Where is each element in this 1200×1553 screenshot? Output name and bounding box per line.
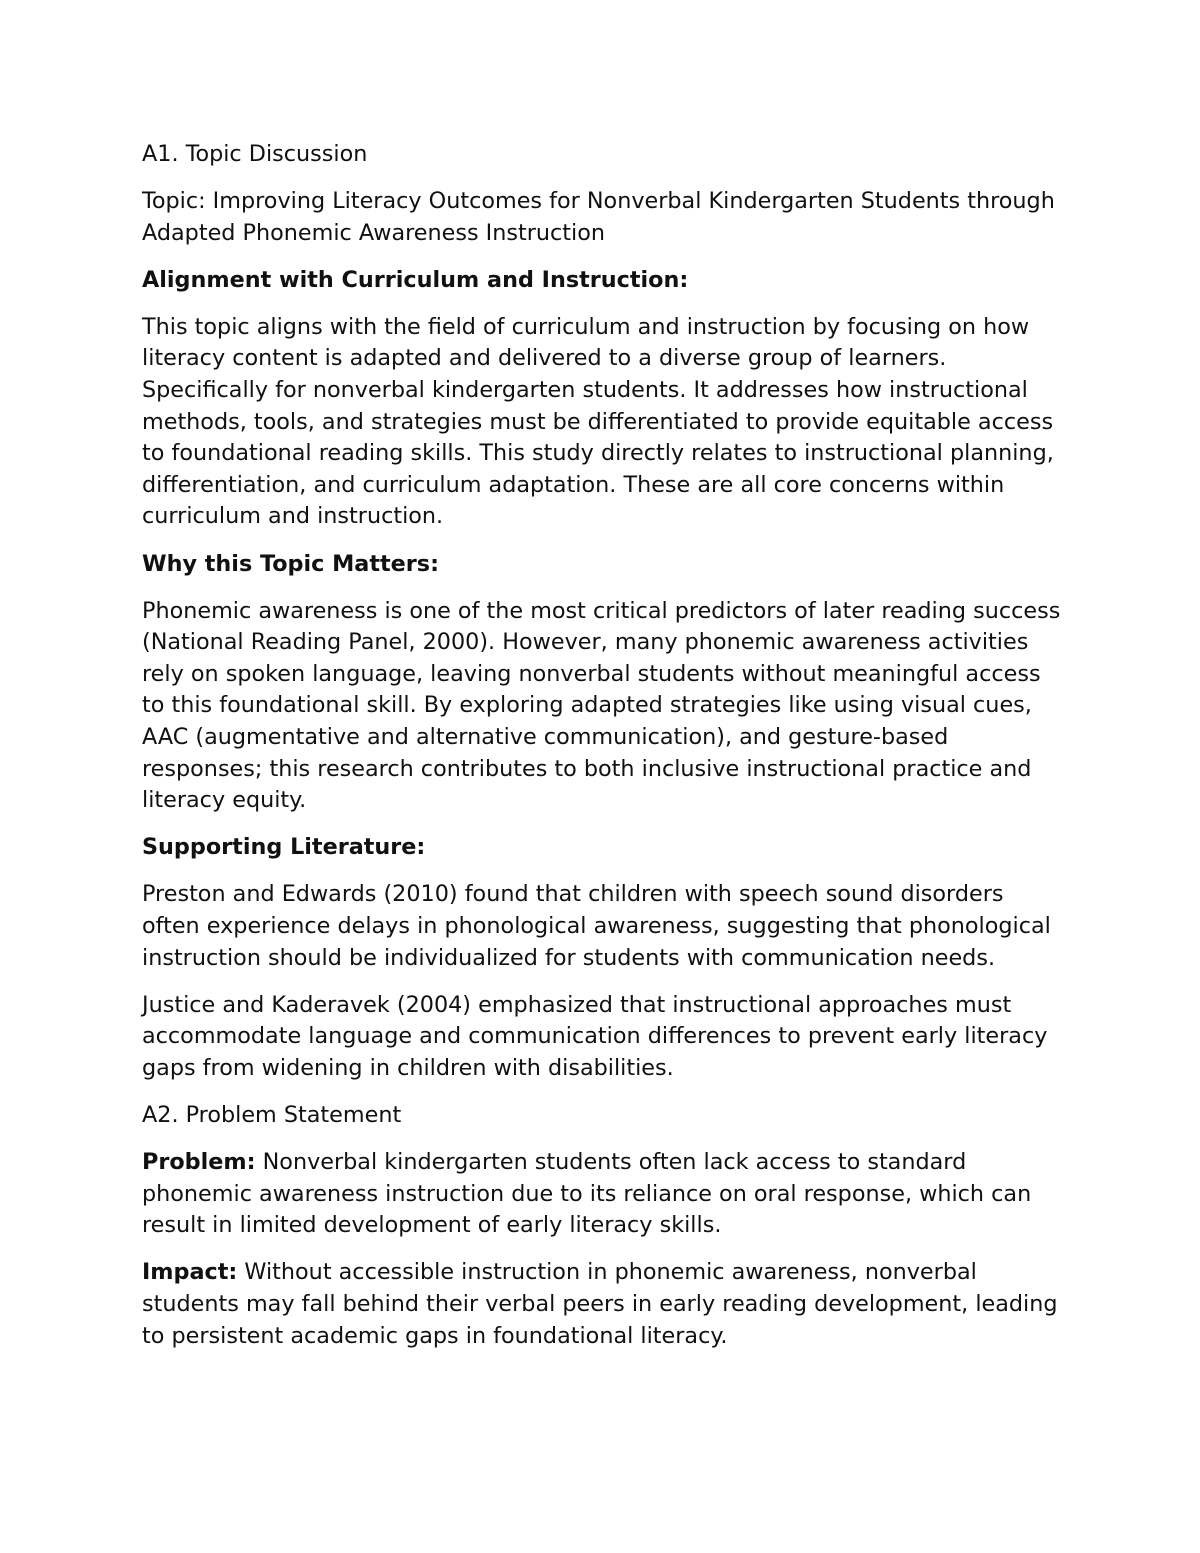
literature-paragraph-2: Justice and Kaderavek (2004) emphasized that instructional approaches must accommodate language and communication differences to prevent early literacy gaps from widening in children with disabilities. bbox=[142, 991, 1048, 1081]
impact-paragraph bbox=[142, 1257, 1067, 1352]
document-page bbox=[142, 139, 1067, 1368]
literature-paragraph-1: Preston and Edwards (2010) found that children with speech sound disorders often experience delays in phonological awareness, suggesting that phonological instruction should be individualized for students with communication needs. bbox=[142, 881, 1051, 971]
problem-text: Nonverbal kindergarten students often lack access to standard phonemic awareness instruction due to its reliance on oral response, which can result in limited development of early literacy skills. bbox=[142, 1149, 1032, 1239]
impact-label: Impact: bbox=[142, 1259, 238, 1286]
alignment-paragraph: This topic aligns with the field of curriculum and instruction by focusing on how literacy content is adapted and delivered to a diverse group of learners. Specifically for nonverbal kindergarten students. It addresses how instructional methods, tools, and strategies must be differentiated to provide equitable access to foundational reading skills. This study directly relates to instructional planning, differentiation, and curriculum adaptation. These are all core concerns within curriculum and instruction. bbox=[142, 313, 1054, 530]
literature-heading: Supporting Literature: bbox=[142, 834, 426, 861]
why-heading: Why this Topic Matters: bbox=[142, 550, 439, 577]
section-heading-a2: A2. Problem Statement bbox=[142, 1101, 402, 1128]
section-heading-a1: A1. Topic Discussion bbox=[142, 141, 368, 167]
impact-text: Without accessible instruction in phonemic awareness, nonverbal students may fall behind their verbal peers in early reading development, leading to persistent academic gaps in foundational literacy. bbox=[142, 1259, 1058, 1349]
problem-paragraph bbox=[142, 1147, 1067, 1242]
alignment-heading: Alignment with Curriculum and Instruction: bbox=[142, 266, 689, 293]
problem-label: Problem: bbox=[142, 1149, 256, 1176]
topic-statement: Topic: Improving Literacy Outcomes for Nonverbal Kindergarten Students through Adapted Phonemic Awareness Instruction bbox=[142, 188, 1055, 246]
why-paragraph: Phonemic awareness is one of the most critical predictors of later reading success (National Reading Panel, 2000). However, many phonemic awareness activities rely on spoken language, leaving nonverbal students without meaningful access to this foundational skill. By exploring adapted strategies like using visual cues, AAC (augmentative and alternative communication), and gesture-based responses; this research contributes to both inclusive instructional practice and literacy equity. bbox=[142, 597, 1061, 814]
